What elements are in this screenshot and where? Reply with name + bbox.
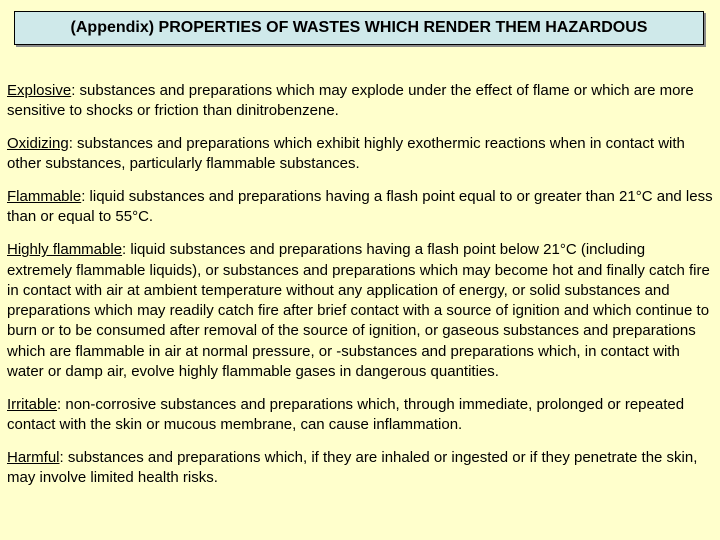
term-highly-flammable: Highly flammable — [7, 241, 123, 259]
definitions-list — [7, 81, 713, 501]
term-irritable: Irritable — [7, 395, 58, 413]
term-explosive: Explosive — [7, 82, 72, 99]
definition-text: : substances and preparations which exhibit highly exothermic reactions when in contact with other substances, particularly flammable substances. — [7, 135, 685, 173]
definition-text: : liquid substances and preparations having a flash point below 21°C (including extremely flammable liquids), or substances and preparations which may become hot and finally catch fire in contact with air at ambient temperature without any application of energy, or solid substances and preparations which may readily catch fire after brief contact with a source of ignition and which continue to burn or to be consumed after removal of the source of ignition, or gaseous substances and preparations which are flammable in air at normal pressure, or -substances and preparations which, in contact with water or damp air, evolve highly flammable gases in dangerous quantities. — [7, 241, 710, 381]
definition-highly-flammable — [7, 240, 713, 382]
definition-explosive — [7, 81, 713, 122]
definition-text: : substances and preparations which may explode under the effect of flame or which are more sensitive to shocks or friction than dinitrobenzene. — [7, 82, 694, 120]
definition-flammable — [7, 187, 713, 228]
title-banner — [14, 11, 704, 45]
definition-harmful — [7, 448, 713, 489]
definition-text: : liquid substances and preparations having a flash point equal to or greater than 21°C and less than or equal to 55°C. — [7, 188, 713, 226]
definition-text: : substances and preparations which, if they are inhaled or ingested or if they penetrate the skin, may involve limited health risks. — [7, 448, 698, 487]
definition-irritable — [7, 395, 713, 436]
term-oxidizing: Oxidizing — [7, 135, 69, 153]
definition-oxidizing — [7, 134, 713, 175]
definition-text: : non-corrosive substances and preparations which, through immediate, prolonged or repeated contact with the skin or mucous membrane, can cause inflammation. — [7, 395, 685, 434]
page-title: (Appendix) PROPERTIES OF WASTES WHICH RENDER THEM HAZARDOUS — [70, 19, 648, 36]
term-harmful: Harmful — [7, 448, 60, 466]
term-flammable: Flammable — [7, 188, 82, 206]
